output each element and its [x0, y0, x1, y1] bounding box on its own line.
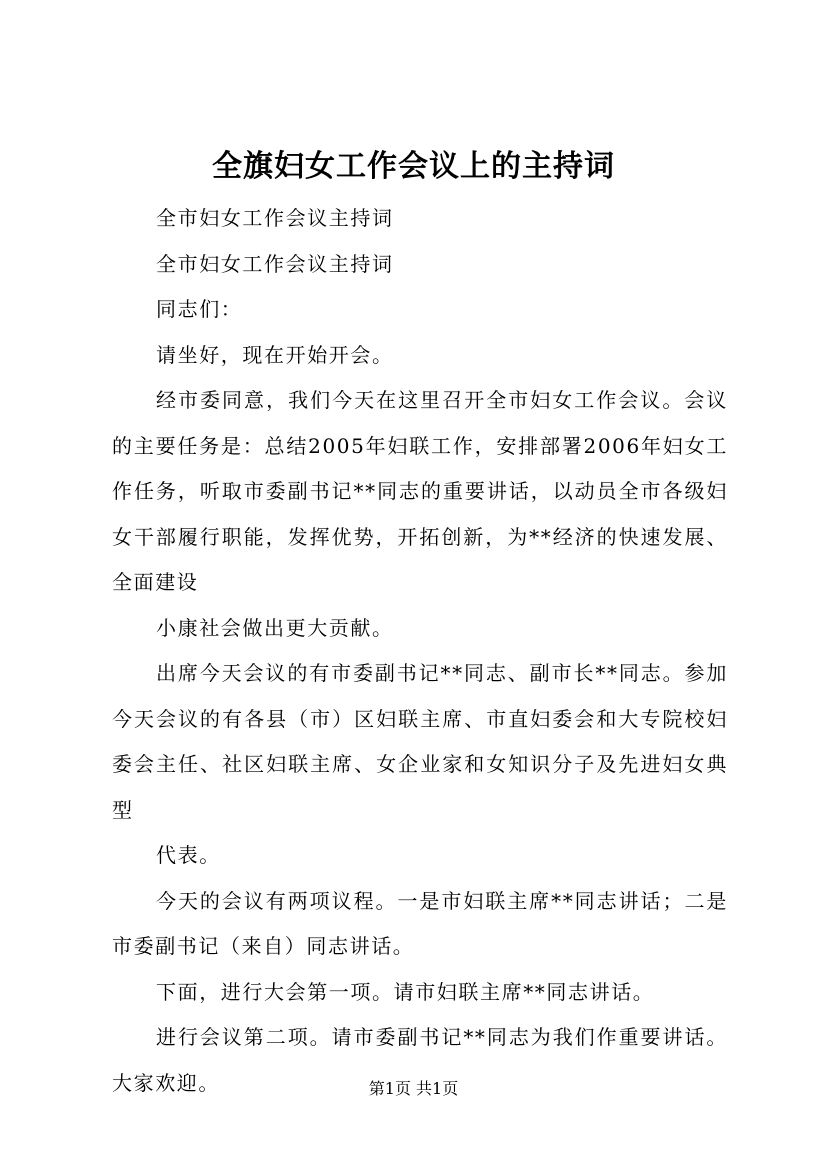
paragraph: 经市委同意，我们今天在这里召开全市妇女工作会议。会议的主要任务是：总结2005年妇联工作，安排部署2006年妇女工作任务，听取市委副书记**同志的重要讲话，以动员全市各级妇女干部履行职能，发挥优势，开拓创新，为**经济的快速发展、全面建设: [112, 388, 728, 594]
document-body: [112, 196, 728, 1106]
document-title: 全旗妇女工作会议上的主持词: [212, 149, 615, 184]
paragraph: 请坐好，现在开始开会。: [156, 342, 394, 367]
paragraph: 全市妇女工作会议主持词: [156, 251, 394, 276]
paragraph: 全市妇女工作会议主持词: [156, 206, 394, 230]
paragraph: 今天的会议有两项议程。一是市妇联主席**同志讲话；二是市委副书记（来自）同志讲话。: [112, 888, 728, 958]
paragraph: 下面，进行大会第一项。请市妇联主席**同志讲话。: [156, 979, 655, 1004]
paragraph: 同志们：: [156, 297, 243, 321]
paragraph: 代表。: [156, 843, 221, 867]
paragraph: 小康社会做出更大贡献。: [156, 615, 394, 640]
page-footer: 第1页 共1页: [368, 1079, 459, 1098]
paragraph: 进行会议第二项。请市委副书记**同志为我们作重要讲话。大家欢迎。: [112, 1025, 728, 1095]
paragraph: 出席今天会议的有市委副书记**同志、副市长**同志。参加今天会议的有各县（市）区妇联主席、市直妇委会和大专院校妇委会主任、社区妇联主席、女企业家和女知识分子及先进妇女典型: [112, 661, 728, 822]
